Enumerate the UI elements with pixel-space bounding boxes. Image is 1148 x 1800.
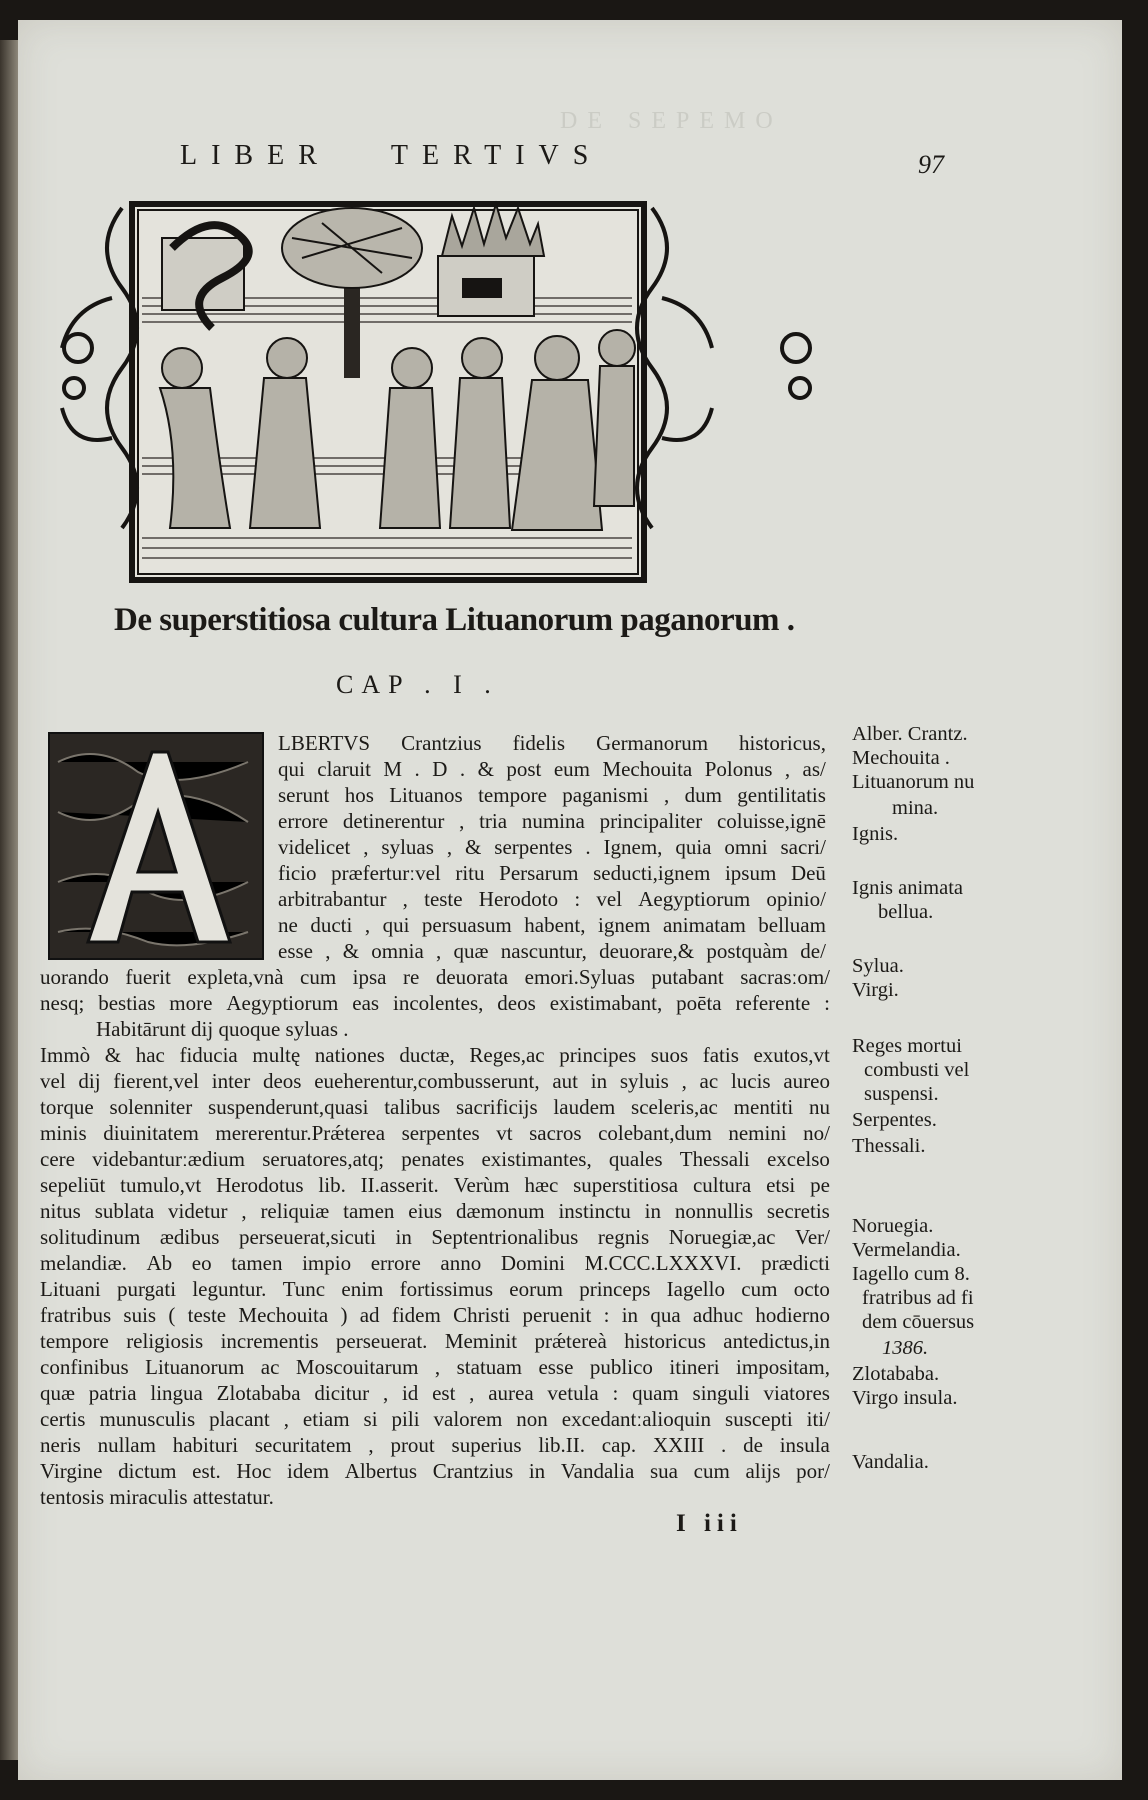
body-line: tentosis miraculis attestatur.	[40, 1485, 274, 1509]
body-line: nesq; bestias more Aegyptiorum eas incolentes, deos existimabant, poēta referente :	[40, 991, 830, 1015]
decorated-initial-a-icon	[48, 732, 264, 960]
margin-note: mina.	[892, 797, 939, 819]
margin-note: Noruegia.	[852, 1215, 934, 1237]
margin-note: Ignis animata	[852, 877, 964, 899]
body-line: certis munusculis placant , etiam si pili valorem non excedantːalioquin suscepti iti/	[40, 1407, 830, 1431]
body-line: ficio præferturːvel ritu Persarum seducti,ignem ipsum Deū	[278, 861, 826, 885]
woodcut-illustration	[52, 198, 822, 588]
body-line: serunt hos Lituanos tempore paganismi , dum gentilitatis	[278, 783, 826, 807]
body-line: qui claruit M . D . & post eum Mechouita Polonus , as/	[278, 757, 826, 781]
running-head-right: TERTIVS	[390, 140, 603, 171]
margin-note: Virgi.	[852, 979, 899, 1001]
margin-note: Sylua.	[852, 955, 904, 977]
margin-note: Alber. Crantz.	[852, 723, 968, 745]
margin-note: Vandalia.	[852, 1451, 929, 1473]
body-line: sepeliūt tumulo,vt Herodotus lib. II.asserit. Verùm hæc superstitiosa cultura etsi pe	[40, 1173, 830, 1197]
body-line: nitus sublata videtur , reliquiæ tamen eius dæmonum instinctu in nonnullis secretis	[40, 1199, 830, 1223]
margin-note: combusti vel	[864, 1059, 970, 1081]
body-line: uorando fuerit expleta,vnà cum ipsa re deuorata emori.Syluas putabant sacrasːom/	[40, 965, 830, 989]
body-line: fratribus suis ( teste Mechouita ) ad fidem Christi peruenit : in qua adhuc hodierno	[40, 1303, 830, 1327]
margin-note: Ignis.	[852, 823, 899, 845]
margin-note: Iagello cum 8.	[852, 1263, 970, 1285]
margin-note: Serpentes.	[852, 1109, 937, 1131]
ornament-right-icon	[637, 208, 810, 528]
body-line: arbitrabantur , teste Herodoto : vel Aegyptiorum opinio/	[278, 887, 826, 911]
body-line: melandiæ. Ab eo tamen impio errore anno Domini M.CCC.LXXXVI. prædicti	[40, 1251, 830, 1275]
margin-note: Mechouita .	[852, 747, 950, 769]
body-line: solitudinum ædibus perseuerat,sicuti in Septentrionalibus regnis Noruegiæ,ac Ver/	[40, 1225, 830, 1249]
body-line: minis diuinitatem mererentur.Prǽterea serpentes vt sacros colebant,dum nemini no/	[40, 1121, 830, 1145]
chapter-heading: De superstitiosa cultura Lituanorum paganorum .	[114, 602, 795, 638]
body-line: vel dij fierent,vel inter deos eueherentur,combusserunt, aut in syluis , ac lucis aureo	[40, 1069, 830, 1093]
margin-note: Zlotababa.	[852, 1363, 940, 1385]
body-line: LBERTVS Crantzius fidelis Germanorum historicus,	[278, 731, 826, 755]
margin-note: Vermelandia.	[852, 1239, 961, 1261]
body-line: Immò & hac fiducia multę nationes ductæ, Reges,ac principes suos fatis exutos,vt	[40, 1043, 830, 1067]
margin-note: dem cōuersus	[862, 1311, 975, 1333]
body-line: neris nullam habituri securitatem , prout superius lib.II. cap. XXIII . de insula	[40, 1433, 830, 1457]
ornament-left-icon	[62, 208, 137, 528]
margin-note: Reges mortui	[852, 1035, 962, 1057]
body-line: confinibus Lituanorum ac Moscouitarum , statuam esse publico itineri impositam,	[40, 1355, 830, 1379]
margin-note: Virgo insula.	[852, 1387, 958, 1409]
body-line: videlicet , syluas , & serpentes . Ignem, quia omni sacri/	[278, 835, 826, 859]
page-number: 97	[918, 150, 944, 179]
margin-note: Thessali.	[852, 1135, 926, 1157]
margin-note: bellua.	[878, 901, 934, 923]
bleed-through-text: DE SEPEMO	[560, 108, 783, 134]
body-line: ne ducti , qui persuasum habent, ignem animatam belluam	[278, 913, 826, 937]
margin-note: 1386.	[882, 1337, 929, 1359]
margin-note: fratribus ad fi	[862, 1287, 974, 1309]
running-head	[180, 140, 740, 172]
body-line: cere videbanturːædium seruatores,atq; penates existimantes, quales Thessali excelso	[40, 1147, 830, 1171]
body-line: quæ patria lingua Zlotababa dicitur , id est , aurea vetula : quam singuli viatores	[40, 1381, 830, 1405]
chapter-number: CAP . I .	[336, 670, 499, 699]
body-line: torque solenniter suspenderunt,quasi talibus sacrificijs laudem sceleris,ac mentiti nu	[40, 1095, 830, 1119]
body-line: errore detinerentur , tria numina principaliter coluisse,ignē	[278, 809, 826, 833]
signature-mark: I iii	[676, 1510, 743, 1537]
previous-page-edge	[0, 40, 18, 1760]
margin-note: Lituanorum nu	[852, 771, 975, 793]
margin-note: suspensi.	[864, 1083, 939, 1105]
running-head-left: LIBER	[180, 140, 331, 171]
body-line: Lituani purgati leguntur. Tunc enim fortissimus eorum princeps Iagello cum octo	[40, 1277, 830, 1301]
body-line: Virgine dictum est. Hoc idem Albertus Crantzius in Vandalia sua cum alijs por/	[40, 1459, 830, 1483]
body-line: Habitārunt dij quoque syluas .	[96, 1017, 349, 1041]
body-line: esse , & omnia , quæ nascuntur, deuorare,& postquàm de/	[278, 939, 826, 963]
body-line: tempore religiosis incrementis perseuerat. Meminit prǽtereà historicus antedictus,in	[40, 1329, 830, 1353]
